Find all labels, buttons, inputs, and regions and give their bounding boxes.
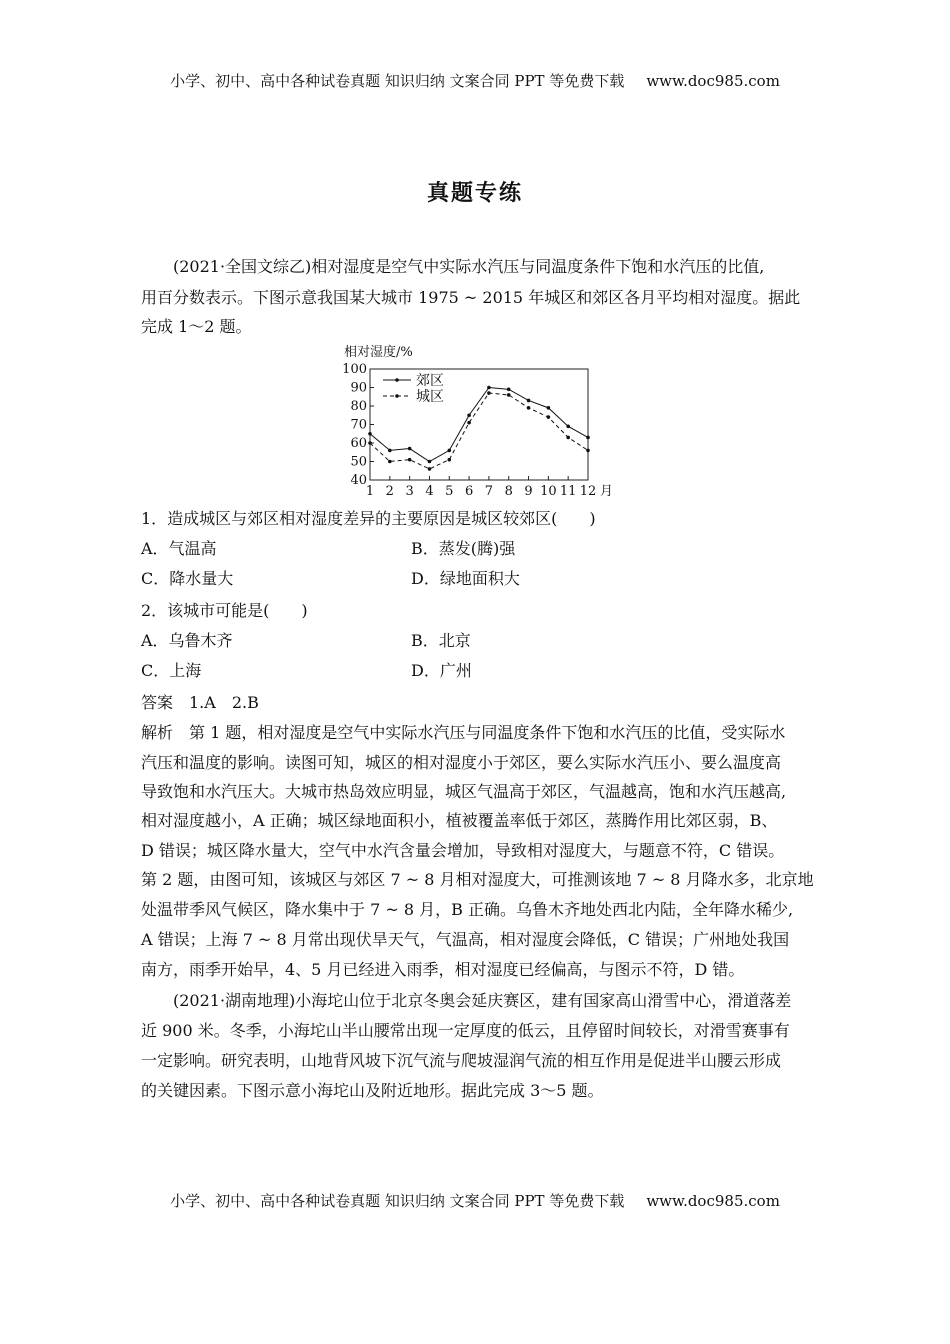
y-tick-label: 50 — [350, 454, 367, 470]
legend-label: 郊区 — [416, 373, 444, 389]
data-point — [447, 449, 451, 453]
x-tick-label: 3 — [405, 484, 414, 498]
data-point — [566, 425, 570, 429]
data-point — [586, 436, 590, 440]
q1-option-c: C．降水量大 — [141, 569, 234, 588]
analysis-line: 汽压和温度的影响。读图可知，城区的相对湿度小于郊区，要么实际水汽压小、要么温度高 — [141, 753, 782, 772]
legend-marker — [395, 394, 399, 398]
x-tick-label: 11 — [559, 484, 577, 498]
data-point — [428, 467, 432, 471]
x-tick-label: 8 — [504, 484, 513, 498]
data-point — [507, 388, 511, 392]
y-tick-label: 40 — [350, 473, 367, 488]
footer-url[interactable]: www.doc985.com — [646, 1192, 780, 1210]
q2-option-d: D．广州 — [411, 661, 472, 680]
data-point — [368, 432, 372, 436]
q1-option-a: A．气温高 — [141, 539, 217, 558]
intro2-line: (2021·湖南地理)小海坨山位于北京冬奥会延庆赛区，建有国家高山滑雪中心，滑道落差 — [173, 991, 792, 1010]
answer-line: 答案 1.A 2.B — [141, 693, 259, 712]
plot-frame — [370, 369, 588, 480]
analysis-line: 第 2 题，由图可知，该城区与郊区 7 ~ 8 月相对湿度大，可推测该地 7 ~ 8 月降水多，北京地 — [141, 870, 814, 889]
x-tick-label: 9 — [524, 484, 533, 498]
x-tick-label: 6 — [464, 484, 474, 498]
header-url[interactable]: www.doc985.com — [646, 72, 780, 90]
x-tick-label: 5 — [445, 484, 454, 498]
footer-text: 小学、初中、高中各种试卷真题 知识归纳 文案合同 PPT 等免费下载 — [170, 1192, 625, 1210]
legend-marker — [395, 378, 399, 382]
data-point — [368, 441, 372, 445]
data-point — [447, 458, 451, 462]
q1-option-b: B．蒸发(腾)强 — [411, 539, 516, 558]
legend-label: 城区 — [416, 389, 444, 405]
x-tick-label: 1 — [365, 484, 375, 498]
y-tick-label: 60 — [350, 436, 367, 451]
data-point — [408, 447, 412, 451]
analysis-line: 导致饱和水汽压大。大城市热岛效应明显，城区气温高于郊区，气温越高，饱和水汽压越高, — [141, 782, 787, 801]
data-point — [428, 460, 432, 464]
intro2-line: 近 900 米。冬季，小海坨山半山腰常出现一定厚度的低云，且停留时间较长，对滑雪赛事有 — [141, 1021, 790, 1040]
x-tick-label: 2 — [385, 484, 394, 498]
x-tick-label: 12 — [579, 484, 597, 498]
page-footer — [0, 1190, 950, 1211]
analysis-line: 南方，雨季开始早，4、5 月已经进入雨季，相对湿度已经偏高，与图示不符，D 错。 — [141, 960, 745, 979]
intro1-line: 完成 1～2 题。 — [141, 317, 252, 336]
data-point — [467, 413, 471, 417]
analysis-line: D 错误；城区降水量大，空气中水汽含量会增加，导致相对湿度大，与题意不符，C 错误。 — [141, 841, 785, 860]
q2-option-a: A．乌鲁木齐 — [141, 631, 233, 650]
intro2-line: 的关键因素。下图示意小海坨山及附近地形。据此完成 3～5 题。 — [141, 1081, 604, 1100]
data-point — [487, 391, 491, 395]
q1-option-d: D．绿地面积大 — [411, 569, 520, 588]
data-point — [527, 399, 531, 403]
data-point — [487, 386, 491, 390]
header-text: 小学、初中、高中各种试卷真题 知识归纳 文案合同 PPT 等免费下载 — [170, 72, 625, 90]
x-tick-label: 10 — [540, 484, 557, 498]
x-tick-label: 4 — [425, 484, 434, 498]
analysis-line: 相对湿度越小，A 正确；城区绿地面积小，植被覆盖率低于郊区，蒸腾作用比郊区弱，B、 — [141, 811, 778, 830]
intro2-line: 一定影响。研究表明，山地背风坡下沉气流与爬坡湿润气流的相互作用是促进半山腰云形成 — [141, 1051, 782, 1070]
y-tick-label: 80 — [350, 399, 367, 414]
data-point — [408, 458, 412, 462]
analysis-line: A 错误；上海 7 ~ 8 月常出现伏旱天气，气温高，相对湿度会降低，C 错误；广州地处我国 — [141, 930, 790, 949]
q2-option-b: B．北京 — [411, 631, 471, 650]
q1-stem: 1．造成城区与郊区相对湿度差异的主要原因是城区较郊区( ) — [141, 509, 596, 528]
y-tick-label: 70 — [350, 417, 367, 433]
q2-stem: 2．该城市可能是( ) — [141, 601, 308, 620]
data-point — [547, 415, 551, 419]
intro1-line: (2021·全国文综乙)相对湿度是空气中实际水汽压与同温度条件下饱和水汽压的比值, — [173, 257, 765, 276]
series-line-1 — [370, 393, 588, 469]
humidity-line-chart — [330, 340, 620, 498]
y-tick-label: 100 — [342, 362, 367, 377]
analysis-line: 处温带季风气候区，降水集中于 7 ~ 8 月，B 正确。乌鲁木齐地处西北内陆，全年降水稀少, — [141, 900, 794, 919]
data-point — [507, 393, 511, 397]
intro1-line: 用百分数表示。下图示意我国某大城市 1975 ~ 2015 年城区和郊区各月平均相对湿度。据此 — [141, 288, 801, 307]
q2-option-c: C．上海 — [141, 661, 202, 680]
data-point — [388, 449, 392, 453]
data-point — [467, 421, 471, 425]
data-point — [547, 406, 551, 410]
series-line-0 — [370, 388, 588, 462]
page-header — [0, 70, 950, 91]
data-point — [566, 436, 570, 440]
data-point — [388, 460, 392, 464]
x-axis-label: 月 — [600, 484, 614, 498]
analysis-line: 解析 第 1 题，相对湿度是空气中实际水汽压与同温度条件下饱和水汽压的比值，受实际水 — [141, 723, 786, 742]
y-tick-label: 90 — [350, 380, 367, 396]
data-point — [586, 449, 590, 453]
data-point — [527, 406, 531, 410]
page-title: 真题专练 — [426, 180, 523, 206]
y-axis-label: 相对湿度/% — [344, 345, 413, 360]
x-tick-label: 7 — [484, 484, 494, 498]
